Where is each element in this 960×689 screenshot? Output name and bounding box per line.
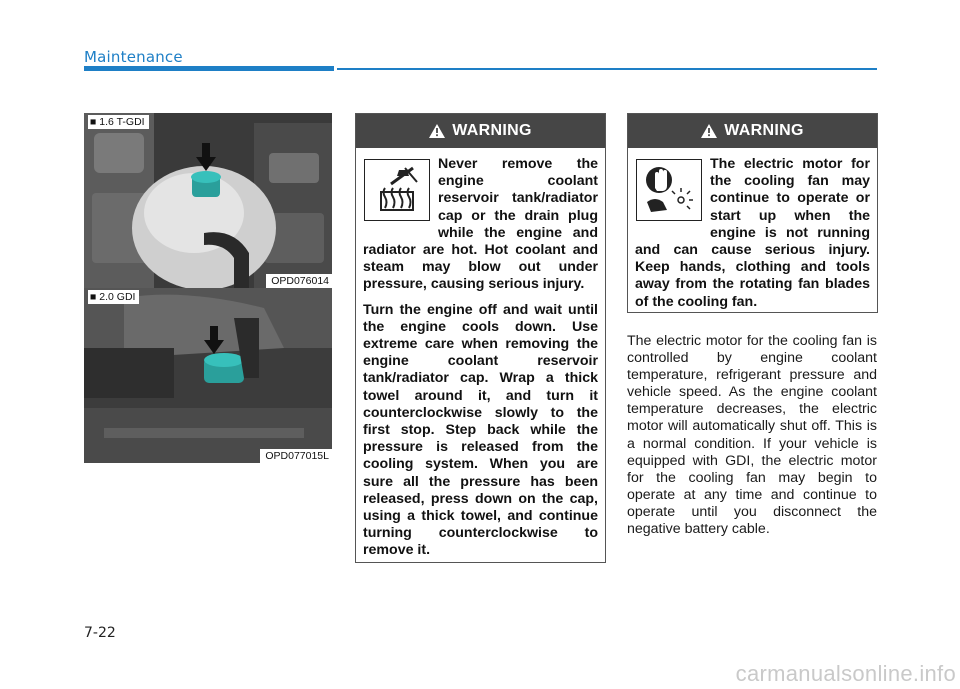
warning-box-fan (627, 113, 878, 313)
engine-bay-illustration-1 (84, 113, 332, 288)
warning-title: WARNING (452, 122, 532, 139)
hot-coolant-cap-icon (364, 159, 430, 221)
warning-triangle-icon (701, 124, 717, 138)
photo-code-1: OPD076014 (266, 274, 332, 288)
section-title: Maintenance (84, 48, 183, 66)
photo-code-2: OPD077015L (260, 449, 332, 463)
warning-text-1: Never remove the engine coolant reservoir tank/radiator cap or the drain plug while the engine and radiator are hot. Hot coolant and steam may blow out under pressure, causing serious injury. (363, 156, 598, 293)
engine-bay-illustration-2 (84, 288, 332, 463)
hand-fan-danger-icon (636, 159, 702, 221)
engine-photo-2-0-gdi (84, 288, 332, 463)
engine-photo-1-6-tgdi (84, 113, 332, 288)
warning-header (356, 114, 605, 148)
header-rule-thick (84, 66, 334, 71)
body-text: The electric motor for the cooling fan is controlled by engine coolant temperature, refrigerant pressure and vehicle speed. As the engine coolant temperature decreases, the electric motor will automatically shut off. This is a normal condition. If your vehicle is equipped with GDI, the electric motor for the cooling fan may begin to operate at any time and continue to operate until you disconnect the negative battery cable. (627, 333, 877, 538)
engine-label-2: ■ 2.0 GDI (88, 290, 139, 304)
header-rule-thin (337, 68, 877, 70)
page-number: 7-22 (84, 625, 116, 641)
warning-triangle-icon (429, 124, 445, 138)
warning-text-fan: The electric motor for the cooling fan may continue to operate or start up when the engine is not running and can cause serious injury. Keep hands, clothing and tools away from the rotating fan blades of the cooling fan. (635, 156, 870, 310)
watermark: carmanualsonline.info (735, 661, 956, 686)
engine-label-1: ■ 1.6 T-GDI (88, 115, 149, 129)
warning-text-2: Turn the engine off and wait until the engine cools down. Use extreme care when removing the engine coolant reservoir tank/radiator cap. Wrap a thick towel around it, and turn it counterclockwise slowly to the first stop. Step back while the pressure is released from the cooling system. When you are sure all the pressure has been released, press down on the cap, using a thick towel, and continue turning counterclockwise to remove it. (363, 301, 598, 559)
warning-title: WARNING (724, 122, 804, 139)
warning-header (628, 114, 877, 148)
warning-box-coolant (355, 113, 606, 563)
